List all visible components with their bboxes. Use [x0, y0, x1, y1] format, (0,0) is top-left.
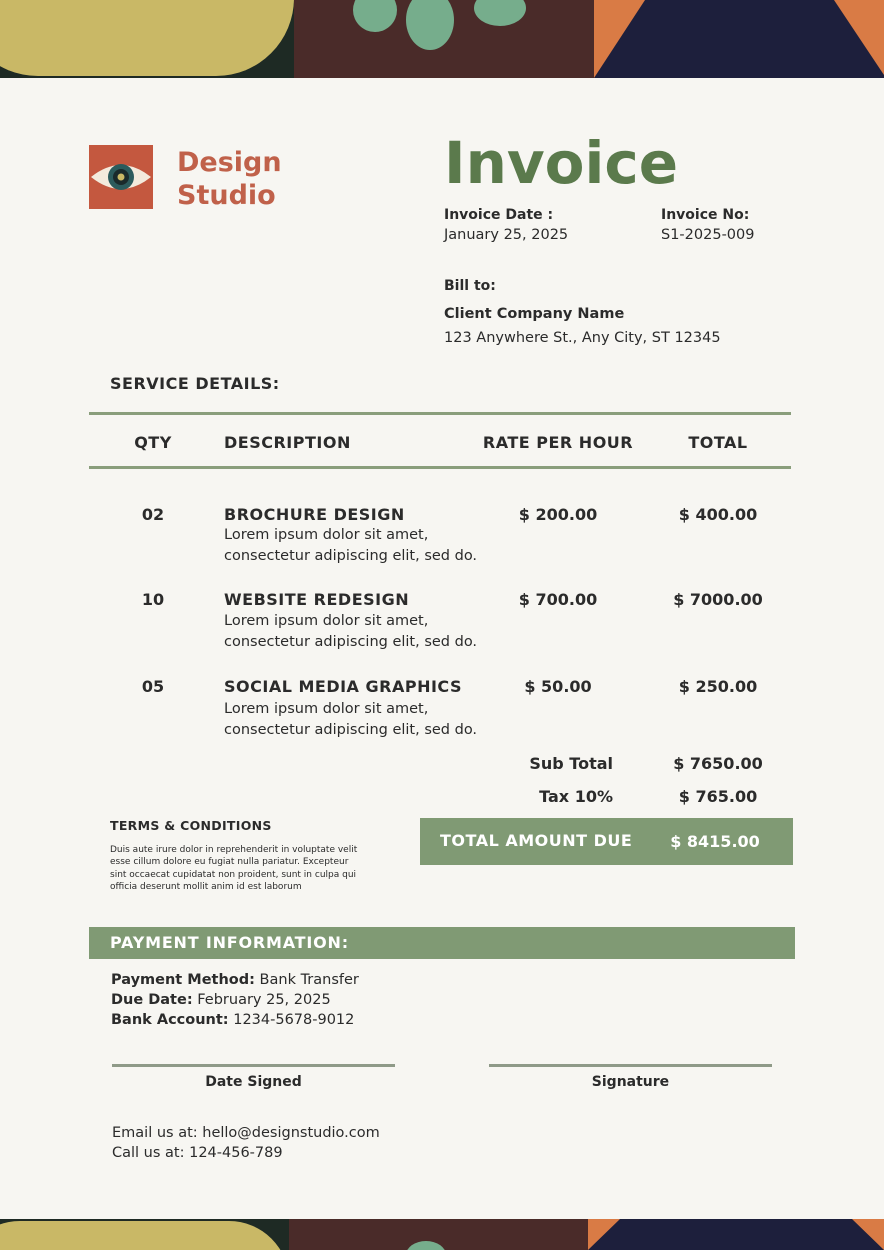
row-1-description-line-2: consectetur adipiscing elit, sed do. [224, 548, 478, 564]
row-2-description [224, 611, 514, 653]
invoice-number-value: S1-2025-009 [661, 227, 755, 243]
top-decorative-band [0, 0, 884, 78]
total-amount-due-box [420, 818, 793, 865]
payment-due-date [111, 992, 331, 1008]
column-header-description: DESCRIPTION [224, 433, 351, 452]
payment-due-date-value: February 25, 2025 [197, 992, 331, 1008]
row-1-total: $ 400.00 [678, 505, 758, 524]
date-signed-label: Date Signed [205, 1074, 302, 1090]
terms-line-2: esse cillum dolore eu fugiat nulla pariatur. Excepteur [110, 857, 349, 868]
table-top-rule [89, 412, 791, 415]
service-details-heading: SERVICE DETAILS: [110, 374, 280, 393]
bank-account-label: Bank Account: [111, 1012, 229, 1028]
row-1-service-name: BROCHURE DESIGN [224, 505, 405, 524]
terms-line-4: officia deserunt mollit anim id est laborum [110, 881, 302, 892]
column-header-total: TOTAL [688, 433, 748, 452]
row-3-description-line-2: consectetur adipiscing elit, sed do. [224, 722, 478, 738]
row-2-description-line-2: consectetur adipiscing elit, sed do. [224, 634, 478, 650]
terms-heading: TERMS & CONDITIONS [110, 818, 272, 833]
brand-line-1: Design [177, 147, 282, 178]
row-3-total: $ 250.00 [678, 677, 758, 696]
bank-account-value: 1234-5678-9012 [233, 1012, 355, 1028]
subtotal-label: Sub Total [529, 754, 613, 773]
total-amount-due-label: TOTAL AMOUNT DUE [440, 831, 633, 850]
payment-method [111, 972, 359, 988]
subtotal-value: $ 7650.00 [673, 754, 763, 773]
payment-information-bar [89, 927, 795, 959]
payment-method-label: Payment Method: [111, 972, 255, 988]
payment-information-heading: PAYMENT INFORMATION: [110, 933, 349, 952]
row-1-rate: $ 200.00 [518, 505, 598, 524]
payment-method-value: Bank Transfer [259, 972, 359, 988]
invoice-number-label: Invoice No: [661, 207, 750, 223]
row-2-total: $ 7000.00 [673, 590, 763, 609]
row-2-service-name: WEBSITE REDESIGN [224, 590, 410, 609]
bottom-decorative-band [0, 1219, 884, 1250]
terms-text [110, 844, 372, 893]
date-signed-line [112, 1064, 395, 1067]
client-address: 123 Anywhere St., Any City, ST 12345 [444, 330, 721, 346]
signature-label: Signature [591, 1074, 670, 1090]
terms-line-3: sint occaecat cupidatat non proident, sunt in culpa qui [110, 869, 357, 880]
column-header-rate: RATE PER HOUR [482, 433, 634, 452]
client-company-name: Client Company Name [444, 306, 625, 322]
row-1-description [224, 525, 514, 567]
row-3-description [224, 699, 514, 741]
tax-label: Tax 10% [539, 787, 613, 806]
row-3-description-line-1: Lorem ipsum dolor sit amet, [224, 701, 429, 717]
row-1-description-line-1: Lorem ipsum dolor sit amet, [224, 527, 429, 543]
row-2-description-line-1: Lorem ipsum dolor sit amet, [224, 613, 429, 629]
brand-line-2: Studio [177, 180, 276, 211]
terms-line-1: Duis aute irure dolor in reprehenderit in voluptate velit [110, 845, 358, 855]
row-3-service-name: SOCIAL MEDIA GRAPHICS [224, 677, 462, 696]
brand-name [177, 146, 282, 212]
row-2-qty: 10 [141, 590, 165, 609]
total-amount-due-value: $ 8415.00 [670, 832, 760, 851]
invoice-date-value: January 25, 2025 [444, 227, 569, 243]
column-header-qty: QTY [134, 433, 172, 452]
row-2-rate: $ 700.00 [518, 590, 598, 609]
bank-account [111, 1012, 354, 1028]
eye-icon [89, 145, 153, 209]
row-3-rate: $ 50.00 [524, 677, 592, 696]
contact-phone: Call us at: 124-456-789 [112, 1145, 283, 1161]
contact-email: Email us at: hello@designstudio.com [112, 1125, 380, 1141]
tax-value: $ 765.00 [678, 787, 758, 806]
row-3-qty: 05 [141, 677, 165, 696]
invoice-date-label: Invoice Date : [444, 207, 554, 223]
table-header-rule [89, 466, 791, 469]
payment-due-date-label: Due Date: [111, 992, 193, 1008]
brand-logo [89, 145, 153, 209]
invoice-title: Invoice [444, 129, 679, 197]
bill-to-label: Bill to: [444, 278, 496, 294]
signature-line [489, 1064, 772, 1067]
row-1-qty: 02 [141, 505, 165, 524]
